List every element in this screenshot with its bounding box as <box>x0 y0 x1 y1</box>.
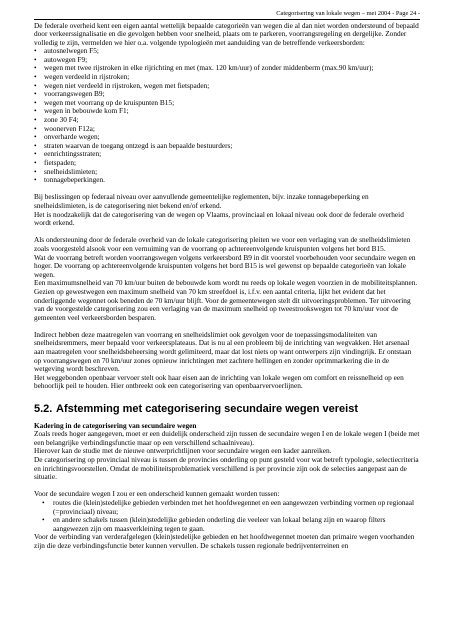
paragraph: Indirect hebben deze maatregelen van voorrang en snelheidslimiet ook gevolgen voor de toepassingsmodaliteiten van snelheidsremmers, meer bepaald voor verkeersplateaus. Dat is nu al een probleem bij de inrichting van wegvakken. Het arsenaal aan maatregelen voor snelheidsbeheersing wordt gelimiteerd, maar dat lost niets op want ontwerpers zijn vindingrijk. Er ontstaan op voorrangswegen en 70 km/uur zones opnieuw inrichtingen met zachtere hellingen en zonder oprimmarkering die in de wetgeving wordt beschreven. <box>34 329 412 374</box>
list-item: • onverharde wegen; <box>34 133 420 142</box>
paragraph: De categorisering op provinciaal niveau is tussen de provincies onderling op punt gesteld voor wat betreft typologie, selectiecriteria en inrichtingsvoorstellen. Omdat de mobiliteitsproblematiek verschillend is per provincie zijn ook de selecties aangepast aan de situatie. <box>34 455 419 482</box>
list-item: • wegen met voorrang op de kruispunten B15; <box>34 99 420 108</box>
intro-paragraph: De federale overheid kent een eigen aantal wettelijk bepaalde categorieën van wegen die al dan niet worden ondersteund of bepaald door verkeerssignalisatie en die gevolgen hebben voor snelheid, plaats om te parkeren, voorrangsregeling en dergelijke. Zonder volledig te zijn, vermelden we hier o.a. volgende typologieën met aanduiding van de betreffende verkeersborden: <box>34 20 419 47</box>
paragraph: Als ondersteuning door de federale overheid van de lokale categorisering pleiten we voor een verlaging van de snelheidslimieten zoals voorgesteld alsook voor een vernuiming van de voorrang op achtereenvolgende kruispunten volgens het bord B15. <box>34 235 411 253</box>
list-item: • voorrangswegen B9; <box>34 90 420 99</box>
document-page <box>34 10 420 551</box>
list-item: • wegen in bebouwde kom F1; <box>34 107 420 116</box>
list-item: • autosnelwegen F5; <box>34 47 420 56</box>
paragraph: Voor de verbinding van verderafgelegen (klein)stedelijke gebieden en het hoofdwegennet moeten dan primaire wegen voorhanden zijn die deze verbindingsfunctie beter kunnen vervullen. De schakels tussen regionale bedrijventerreinen en <box>34 532 415 550</box>
paragraph: Het is noodzakelijk dat de categorisering van de wegen op Vlaams, provinciaal en lokaal niveau ook door de federale overheid wordt erkend. <box>34 209 404 228</box>
list-item: • routes die (klein)stedelijke gebieden verbinden met het hoofdwegennet en een aangewezen verbinding vormen op regionaal (=provinciaal) niveau; <box>34 499 420 516</box>
list-item: • woonerven F12a; <box>34 125 420 134</box>
subheading: Kadering in de categorisering van secundaire wegen <box>34 420 197 430</box>
paragraph: Een maximumsnelheid van 70 km/uur buiten de bebouwde kom wordt nu reeds op lokale wegen voorzien in de mobiliteitsplannen. Gezien op gewestwegen een maximum snelheid van 70 km streefdoel is, i.f.v. een aantal criteria, lijkt het evident dat het onderliggende wegennet ook beneden de 70 km/uur blijft. Voor de gemeentewegen stelt dit uitvoeringsproblemen. Ter uitvoering van de voorgestelde categorisering zou een verlaging van de maximum snelheid op tweestrookswegen tot 70 km/uur voor de gemeenten veel verkeersborden besparen. <box>34 278 418 322</box>
list-item: • eenrichtingsstraten; <box>34 150 420 159</box>
paragraph: Hierover kan de studie met de nieuwe ontwerprichtlijnen voor secundaire wegen een kader aanreiken. <box>34 446 332 456</box>
secondary-road-list <box>34 499 420 533</box>
paragraph: Bij beslissingen op federaal niveau over aanvullende gemeentelijke reglementen, bijv. inzake tonnagebeperking en snelheidslimieten, is de categorisering niet bekend en/of erkend. <box>34 192 369 210</box>
road-type-list <box>34 47 420 185</box>
list-item: • wegen verdeeld in rijstroken; <box>34 73 420 82</box>
paragraph: Zoals reeds hoger aangegeven, moet er een duidelijk onderscheid zijn tussen de secundaire wegen I en de lokale wegen I (beide met een belangrijke verbindingsfunctie maar op een verschillend schaalniveau). <box>34 429 420 447</box>
list-item: • snelheidslimieten; <box>34 168 420 177</box>
paragraph: Wat de voorrang betreft worden voorrangswegen volgens verkeersbord B9 in dit voorstel voorbehouden voor secundaire wegen en hoger. De voorrang op achtereenvolgende kruispunten volgens het bord B15 is wel gewenst op bepaalde categorieën van lokale wegen. <box>34 252 416 279</box>
section-heading <box>34 403 420 416</box>
paragraph: Het weggebonden openbaar vervoer stelt ook haar eisen aan de inrichting van lokale wegen om comfort en reissnelheid op een behoorlijk peil te houden. Hier ontbreekt ook een categorisering van openbaarvervoerlijnen. <box>34 372 404 391</box>
list-item: • straten waarvan de toegang ontzegd is aan bepaalde bestuurders; <box>34 142 420 151</box>
paragraph: Voor de secundaire wegen I zou er een onderscheid kunnen gemaakt worden tussen: <box>34 489 280 499</box>
list-item: • wegen niet verdeeld in rijstroken, wegen met fietspaden; <box>34 82 420 91</box>
list-item: • zone 30 F4; <box>34 116 420 125</box>
list-item: • wegen met twee rijstroken in elke rijrichting en met (max. 120 km/uur) of zonder middenberm (max.90 km/uur); <box>34 64 420 73</box>
section-title: Afstemming met categorisering secundaire wegen vereist <box>56 402 358 415</box>
list-item: • autowegen F9; <box>34 56 420 65</box>
page-header: Categorisering van lokale wegen – mei 2004 - Page 24 - <box>34 10 420 20</box>
list-item: • tonnagebeperkingen. <box>34 176 420 185</box>
list-item: • fietspaden; <box>34 159 420 168</box>
list-item: • en andere schakels tussen (klein)stedelijke gebieden onderling die veeleer van lokaal belang zijn en waarop filters aangewezen zijn om maasverkleining tegen te gaan. <box>34 516 420 533</box>
section-number: 5.2. <box>34 402 53 415</box>
